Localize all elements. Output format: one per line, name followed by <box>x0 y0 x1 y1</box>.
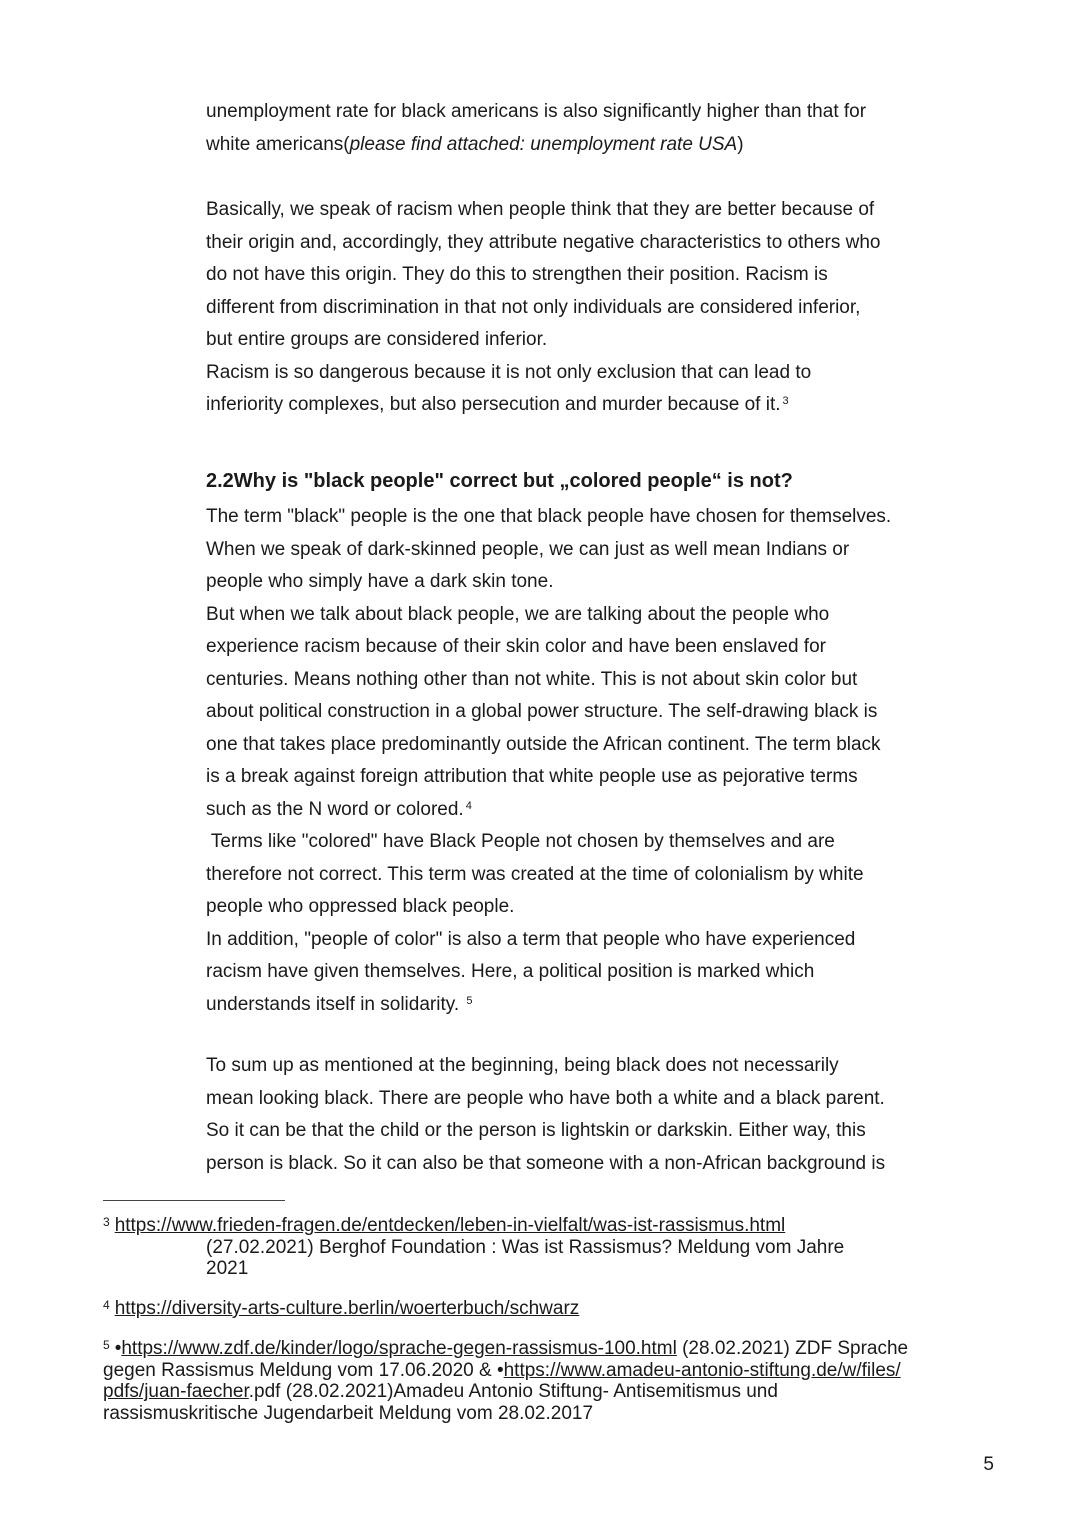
paragraph-line: different from discrimination in that not only individuals are considered inferior, <box>206 296 861 318</box>
footnote-number: 4 <box>103 1298 110 1312</box>
section-line: about political construction in a global power structure. The self-drawing black is <box>206 701 878 722</box>
section-line: understands itself in solidarity. $^5$ <box>206 993 473 1015</box>
summary-line: person is black. So it can also be that someone with a non-African background is <box>206 1152 886 1174</box>
section-line: Terms like "colored" have Black People not chosen by themselves and are <box>206 831 835 852</box>
section-line: experience racism because of their skin color and have been enslaved for <box>206 636 826 657</box>
paragraph-line: inferiority complexes, but also persecution and murder because of it. $^3$ <box>206 394 789 415</box>
section-line: In addition, "people of color" is also a term that people who have experienced <box>206 928 856 950</box>
racism-paragraph <box>206 194 946 422</box>
section-line: racism have given themselves. Here, a political position is marked which <box>206 961 815 982</box>
footnote-separator <box>103 1200 285 1201</box>
footnote-4 <box>103 1298 579 1320</box>
summary-line: To sum up as mentioned at the beginning, being black does not necessarily <box>206 1055 839 1076</box>
footnote-4-link[interactable]: https://diversity-arts-culture.berlin/woerterbuch/schwarz <box>114 1298 580 1319</box>
section-line: therefore not correct. This term was created at the time of colonialism by white <box>206 863 864 885</box>
footnote-number: 5 <box>103 1338 110 1352</box>
footnote-3 <box>103 1215 844 1280</box>
section-line: is a break against foreign attribution that white people use as pejorative terms <box>206 766 858 787</box>
footnote-ref-3[interactable]: 3 <box>782 395 789 407</box>
page-number: 5 <box>983 1454 994 1475</box>
attachment-note: please find attached: unemployment rate USA <box>349 133 738 155</box>
footnote-5-last-line: rassismuskritische Jugendarbeit Meldung vom 28.02.2017 <box>103 1402 594 1424</box>
paragraph-line: Basically, we speak of racism when people think that they are better because of <box>206 199 875 220</box>
paragraph-line: but entire groups are considered inferior. <box>206 329 548 350</box>
section-line: But when we talk about black people, we are talking about the people who <box>206 603 830 625</box>
footnote-5: $^5$ •https://www.zdf.de/kinder/logo/sprache-gegen-rassismus-100.html (28.02.2021) ZDF Sprache gegen Rassismus Meldung vom 17.06.2020 & •https://www.amadeu-antonio-stiftung.de/w/files/ pdfs/juan-faecher.pdf (28.02.2021)Amadeu Antonio Stiftung- Antisemitismus und rassismuskritische Jugendarbeit Meldung vom 28.02.2017 <box>103 1338 909 1424</box>
section-line: such as the N word or colored. $^4$ <box>206 798 472 820</box>
summary-line: mean looking black. There are people who have both a white and a black parent. <box>206 1087 885 1109</box>
footnote-3-year: 2021 <box>206 1258 249 1279</box>
footnote-ref-4[interactable]: 4 <box>465 799 472 812</box>
intro-line-2: white americans(please find attached: unemployment rate USA) <box>206 133 744 155</box>
section-line: people who oppressed black people. <box>206 896 515 917</box>
footnote-5-link-amadeu-cont[interactable]: pdfs/juan-faecher <box>103 1381 249 1402</box>
section-body <box>206 501 946 1021</box>
section-line: one that takes place predominantly outside the African continent. The term black <box>206 733 881 755</box>
summary-paragraph <box>206 1050 946 1180</box>
paragraph-line: their origin and, accordingly, they attribute negative characteristics to others who <box>206 231 881 253</box>
intro-line-1: unemployment rate for black americans is also significantly higher than that for <box>206 101 867 122</box>
footnote-5-link-zdf[interactable]: https://www.zdf.de/kinder/logo/sprache-gegen-rassismus-100.html <box>121 1338 677 1359</box>
section-line: When we speak of dark-skinned people, we can just as well mean Indians or <box>206 538 850 560</box>
section-line: The term "black" people is the one that black people have chosen for themselves. <box>206 506 892 527</box>
summary-line: So it can be that the child or the person is lightskin or darkskin. Either way, this <box>206 1120 866 1141</box>
section-line: people who simply have a dark skin tone. <box>206 571 554 592</box>
footnote-3-link[interactable]: https://www.frieden-fragen.de/entdecken/leben-in-vielfalt/was-ist-rassismus.html <box>114 1215 786 1236</box>
section-line: centuries. Means nothing other than not white. This is not about skin color but <box>206 668 858 690</box>
footnote-5-link-amadeu[interactable]: https://www.amadeu-antonio-stiftung.de/w/files/ <box>503 1359 901 1381</box>
footnote-3-source: (27.02.2021) Berghof Foundation : Was ist Rassismus? Meldung vom Jahre <box>206 1236 845 1258</box>
footnote-number: 3 <box>103 1215 110 1229</box>
paragraph-line: Racism is so dangerous because it is not only exclusion that can lead to <box>206 361 812 383</box>
intro-paragraph <box>206 96 946 161</box>
paragraph-line: do not have this origin. They do this to strengthen their position. Racism is <box>206 264 828 285</box>
section-heading: 2.2Why is "black people" correct but „colored people“ is not? <box>206 470 793 492</box>
footnote-ref-5[interactable]: 5 <box>466 994 473 1007</box>
